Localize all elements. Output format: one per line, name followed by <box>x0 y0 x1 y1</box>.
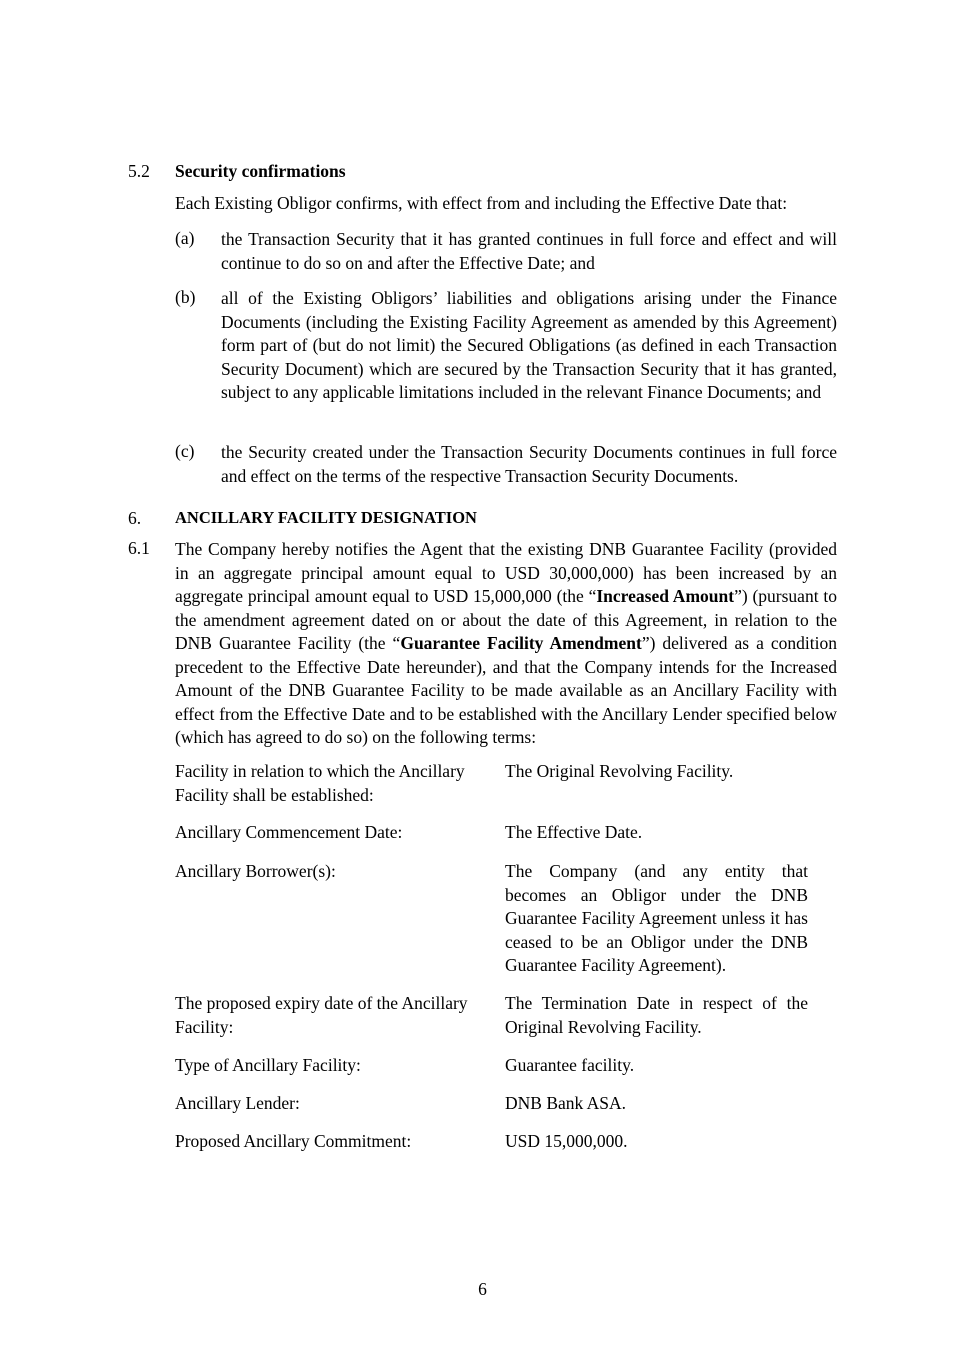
section-heading-6: ANCILLARY FACILITY DESIGNATION <box>175 508 477 527</box>
term-label-lender: Ancillary Lender: <box>175 1093 300 1113</box>
item-label-b: (b) <box>175 287 196 307</box>
term-value-borrowers: The Company (and any entity that becomes an Obligor under the DNB Guarantee Facility Agreement unless it has ceased to be an Obligor under the DNB Guarantee Facility Agreement). <box>505 861 808 975</box>
term-value-commitment: USD 15,000,000. <box>505 1131 628 1151</box>
term-value-lender: DNB Bank ASA. <box>505 1093 627 1113</box>
term-label-expiry-date: The proposed expiry date of the Ancillary Facility: <box>175 993 468 1037</box>
item-text-b: all of the Existing Obligors’ liabilities and obligations arising under the Finance Documents (including the Existing Facility Agreement as amended by this Agreement) form part of (but do not limit) the Secured Obligations (as defined in each Transaction Security Document) which are secured by the Transaction Security that it has granted, subject to any applicable limitations included in the relevant Finance Documents; and <box>221 288 837 402</box>
term-value-facility-type: Guarantee facility. <box>505 1055 635 1075</box>
term-label-borrowers: Ancillary Borrower(s): <box>175 861 336 881</box>
term-label-commitment: Proposed Ancillary Commitment: <box>175 1131 412 1151</box>
item-text-a: the Transaction Security that it has granted continues in full force and effect and will continue to do so on and after the Effective Date; and <box>221 229 837 273</box>
page-number: 6 <box>478 1279 487 1299</box>
term-value-commencement-date: The Effective Date. <box>505 822 643 842</box>
defined-term-increased-amount: Increased Amount <box>596 586 735 606</box>
term-label-facility: Facility in relation to which the Ancillary Facility shall be established: <box>175 761 465 805</box>
clause-heading-5-2: Security confirmations <box>175 161 346 181</box>
clause-number-6-1: 6.1 <box>128 538 150 558</box>
term-label-facility-type: Type of Ancillary Facility: <box>175 1055 361 1075</box>
section-number-6: 6. <box>128 508 142 528</box>
clause-number-5-2: 5.2 <box>128 161 150 181</box>
term-value-facility: The Original Revolving Facility. <box>505 761 734 781</box>
clause-6-1-part2: ”) (pursuant to the amendment agreement dated on or about the date of this Agreement, in relation to the DNB Guarantee Facility (the “ <box>175 586 837 653</box>
defined-term-guarantee-facility-amendment: Guarantee Facility Amendment <box>400 633 642 653</box>
item-label-a: (a) <box>175 228 195 248</box>
clause-6-1-part1: The Company hereby notifies the Agent that the existing DNB Guarantee Facility (provided in an aggregate principal amount equal to USD 30,000,000) has been increased by an aggregate principal amount equal to USD 15,000,000 (the “ <box>175 539 837 606</box>
clause-intro-5-2: Each Existing Obligor confirms, with effect from and including the Effective Date that: <box>175 193 788 213</box>
item-text-c: the Security created under the Transaction Security Documents continues in full force and effect on the terms of the respective Transaction Security Documents. <box>221 442 837 486</box>
item-label-c: (c) <box>175 441 195 461</box>
term-value-expiry-date: The Termination Date in respect of the Original Revolving Facility. <box>505 993 808 1037</box>
clause-text-6-1 <box>175 538 837 750</box>
clause-6-1-part3: ”) delivered as a condition precedent to the Effective Date hereunder), and that the Company intends for the Increased Amount of the DNB Guarantee Facility to be made available as an Ancillary Facility with effect from the Effective Date and to be established with the Ancillary Lender specified below (which has agreed to do so) on the following terms: <box>175 633 837 747</box>
term-label-commencement-date: Ancillary Commencement Date: <box>175 822 403 842</box>
